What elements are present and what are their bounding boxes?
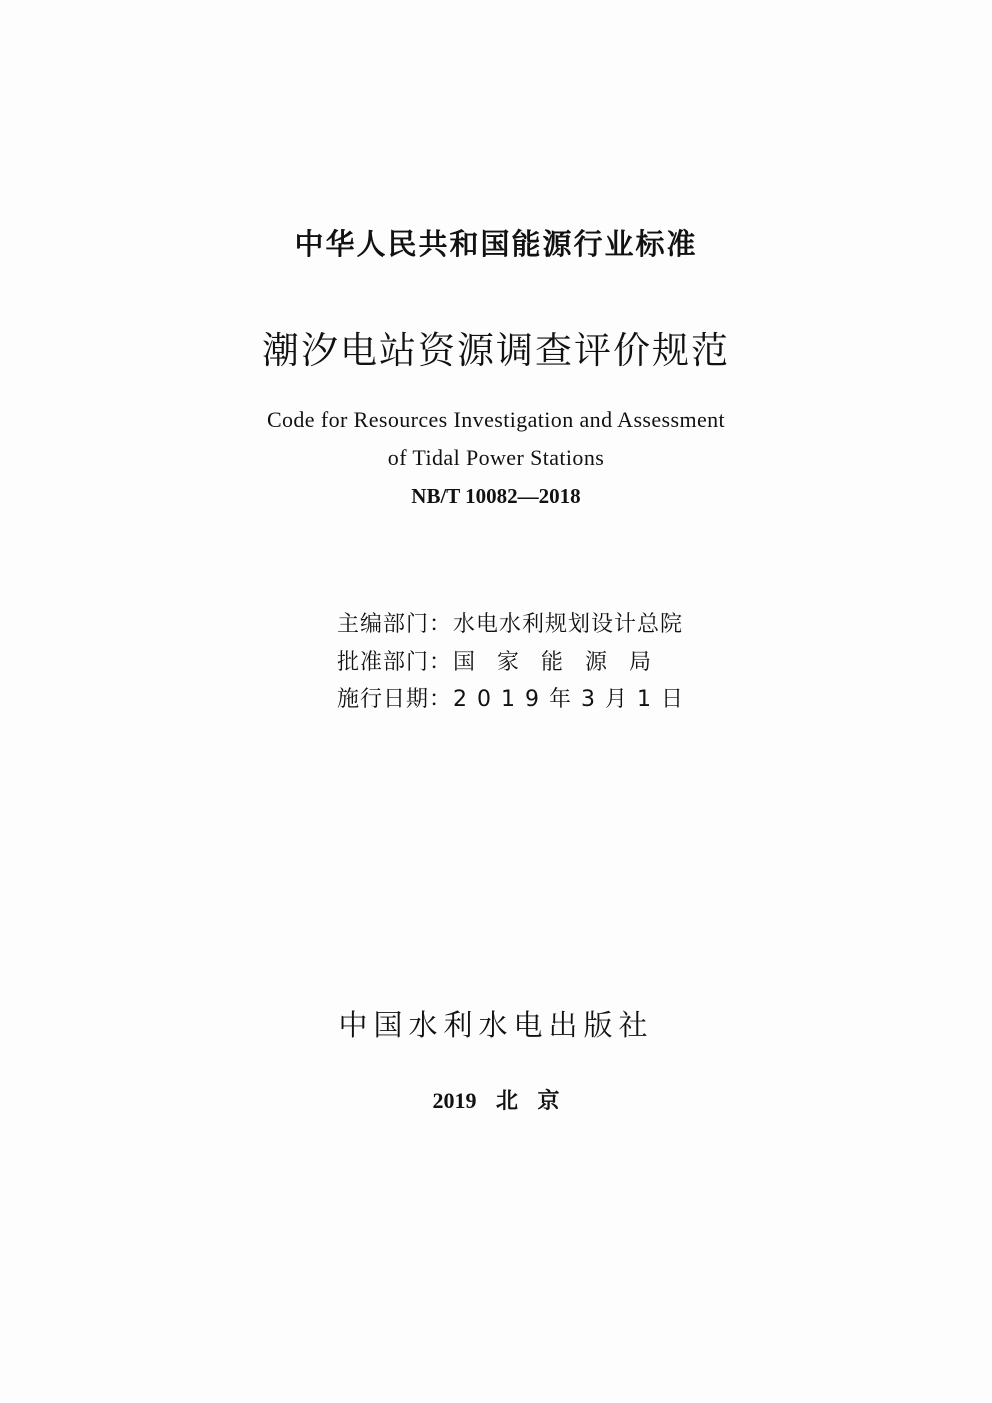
publication-year-place: 2019 北 京 <box>432 1088 560 1113</box>
meta-editor-label: 主编部门 <box>337 612 430 637</box>
meta-editor-row <box>337 607 683 638</box>
document-title-en-line1: Code for Resources Investigation and Assessment <box>266 407 726 432</box>
meta-approver-label: 批准部门 <box>337 650 430 675</box>
meta-effective-label: 施行日期 <box>337 687 430 712</box>
meta-effective-value: 2019年3月1日 <box>453 687 694 712</box>
meta-effective-row <box>337 682 693 713</box>
meta-approver-value: 国家能源局 <box>453 650 674 675</box>
meta-approver-separator: ： <box>429 650 452 675</box>
meta-effective-separator: ： <box>429 687 452 712</box>
document-title-en-line2: of Tidal Power Stations <box>387 445 605 470</box>
standard-category: 中华人民共和国能源行业标准 <box>294 227 698 261</box>
meta-approver-row <box>337 645 673 676</box>
document-title-cn: 潮汐电站资源调查评价规范 <box>262 329 730 372</box>
publisher-name: 中国水利水电出版社 <box>338 1008 654 1042</box>
meta-editor-separator: ： <box>429 612 452 637</box>
standard-number: NB/T 10082—2018 <box>411 484 581 508</box>
meta-editor-value: 水电水利规划设计总院 <box>453 612 684 637</box>
